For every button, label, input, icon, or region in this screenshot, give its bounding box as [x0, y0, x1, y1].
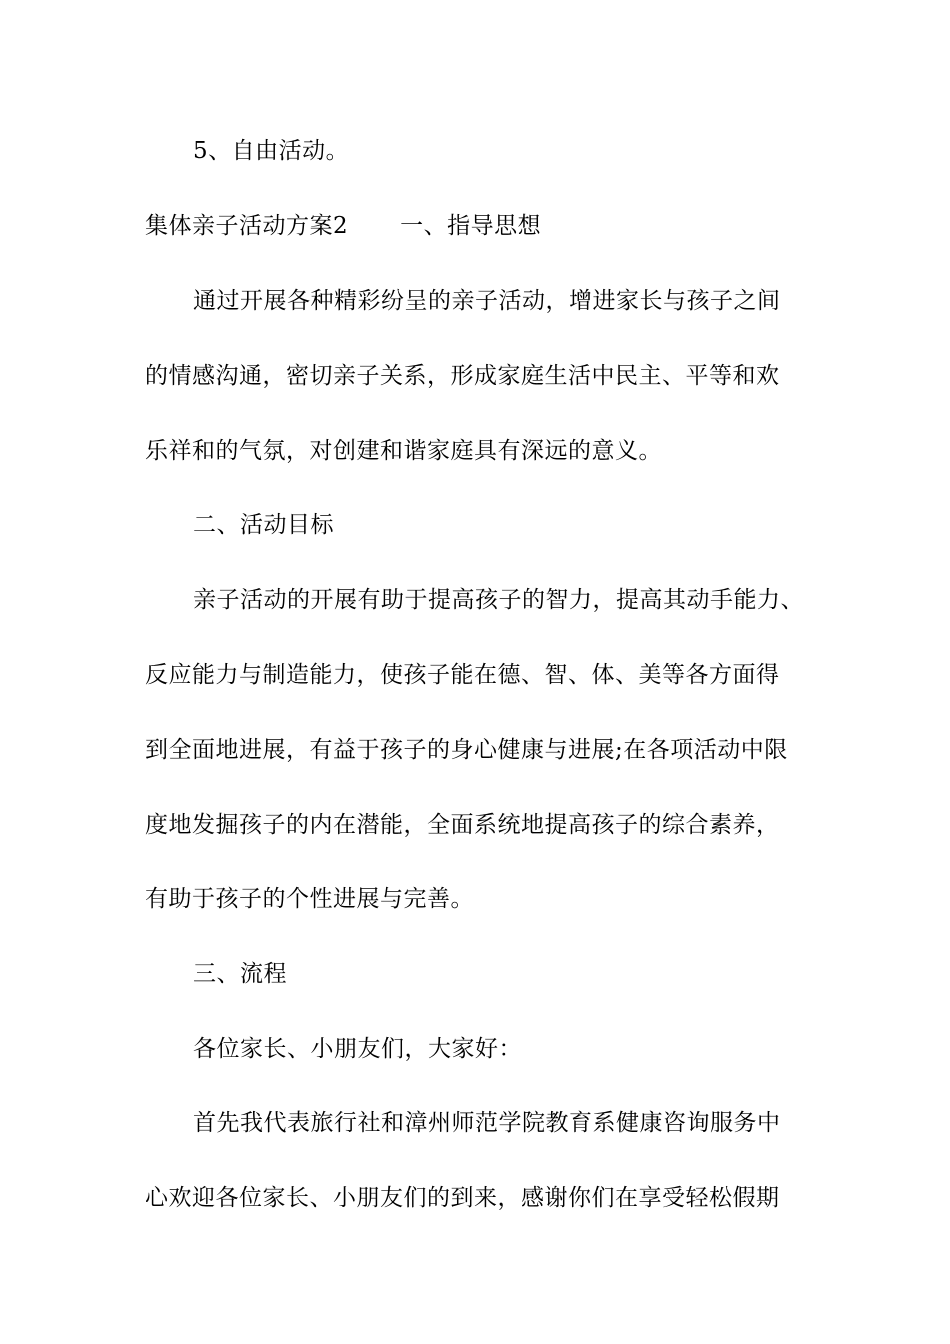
heading-process: 三、流程 [193, 961, 287, 987]
paragraph-line: 到全面地进展，有益于孩子的身心健康与进展;在各项活动中限 [145, 737, 788, 763]
paragraph-line: 首先我代表旅行社和漳州师范学院教育系健康咨询服务中 [193, 1110, 781, 1136]
paragraph-line: 度地发掘孩子的内在潜能，全面系统地提高孩子的综合素养， [145, 812, 780, 838]
paragraph-line: 通过开展各种精彩纷呈的亲子活动，增进家长与孩子之间 [193, 288, 781, 314]
paragraph-line: 心欢迎各位家长、小朋友们的到来，感谢你们在享受轻松假期 [145, 1185, 780, 1211]
list-item-free-activity: 5、自由活动。 [193, 138, 350, 164]
section-title-line [145, 211, 541, 241]
paragraph-line: 乐祥和的气氛，对创建和谐家庭具有深远的意义。 [145, 438, 662, 464]
paragraph-line: 的情感沟通，密切亲子关系，形成家庭生活中民主、平等和欢 [145, 363, 780, 389]
document-title: 集体亲子活动方案2 [145, 213, 349, 239]
heading-guiding-ideology: 一、指导思想 [400, 213, 542, 239]
paragraph-line: 亲子活动的开展有助于提高孩子的智力，提高其动手能力、 [193, 587, 804, 613]
heading-activity-goals: 二、活动目标 [193, 512, 334, 538]
paragraph-line: 有助于孩子的个性进展与完善。 [145, 886, 474, 912]
paragraph-line: 反应能力与制造能力，使孩子能在德、智、体、美等各方面得 [145, 662, 780, 688]
greeting-line: 各位家长、小朋友们，大家好： [193, 1036, 522, 1062]
